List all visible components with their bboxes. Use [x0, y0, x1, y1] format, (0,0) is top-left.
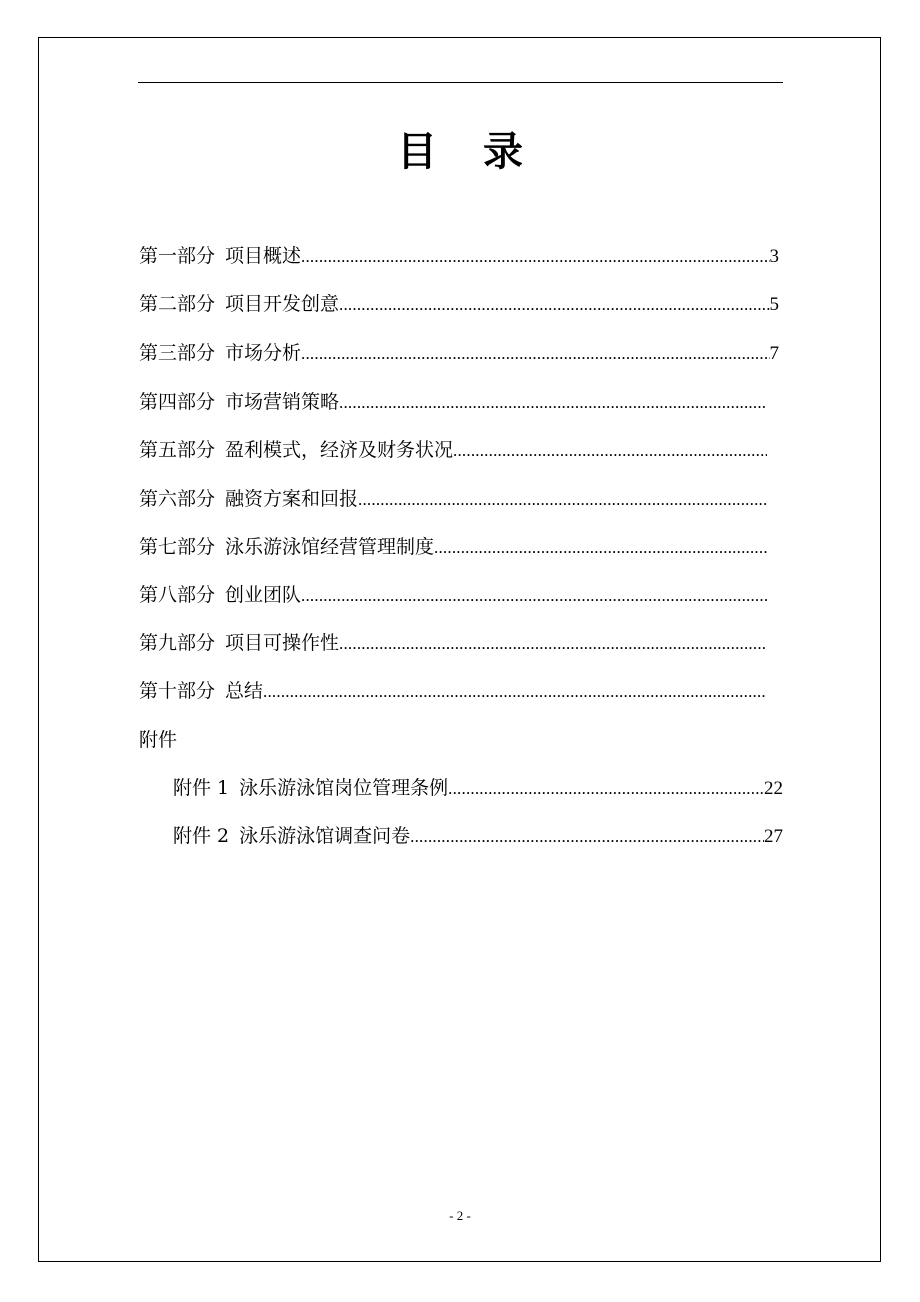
toc-title: 项目开发创意	[225, 293, 340, 315]
toc-title: 项目概述	[225, 245, 302, 267]
toc-title: 创业团队	[225, 584, 302, 606]
toc-page: 7	[769, 343, 779, 364]
page-number-footer: - 2 -	[449, 1208, 471, 1223]
toc-leader	[434, 533, 767, 563]
toc-page: 3	[769, 246, 779, 267]
toc-title: 市场营销策略	[225, 391, 340, 413]
toc-entry-3[interactable]	[139, 338, 779, 368]
toc-part: 第二部分	[139, 293, 216, 315]
header-rule	[138, 82, 783, 83]
toc-leader	[358, 485, 767, 515]
toc-part: 第五部分	[139, 439, 216, 461]
toc-leader	[301, 581, 767, 611]
toc-entry-9[interactable]	[139, 628, 767, 658]
toc-entry-8[interactable]	[139, 580, 767, 610]
toc-part: 第九部分	[139, 632, 216, 654]
toc-appendix-1[interactable]	[173, 773, 783, 803]
toc-title: 泳乐游泳馆调查问卷	[239, 825, 411, 847]
toc-entry-5[interactable]	[139, 435, 767, 465]
toc-part: 附件 1	[173, 777, 230, 799]
toc-part: 第一部分	[139, 245, 216, 267]
toc-entry-10[interactable]	[139, 676, 767, 706]
toc-entry-6[interactable]	[139, 484, 767, 514]
toc-leader	[301, 242, 769, 272]
toc-page: 27	[764, 826, 783, 847]
toc-title: 泳乐游泳馆岗位管理条例	[239, 777, 449, 799]
toc-title: 泳乐游泳馆经营管理制度	[225, 536, 435, 558]
toc-part: 第七部分	[139, 536, 216, 558]
title-char-1: 目	[397, 128, 437, 175]
toc-appendix-2[interactable]	[173, 821, 783, 851]
toc-leader	[410, 822, 764, 852]
toc-part: 第三部分	[139, 342, 216, 364]
toc-part: 第十部分	[139, 680, 216, 702]
toc-leader	[339, 290, 769, 320]
toc-part: 第四部分	[139, 391, 216, 413]
toc-title: 项目可操作性	[225, 632, 340, 654]
toc-entry-1[interactable]	[139, 241, 779, 271]
toc-title: 盈利模式，经济及财务状况	[225, 439, 454, 461]
toc-entry-2[interactable]	[139, 289, 779, 319]
toc-part: 附件 2	[173, 825, 230, 847]
toc-leader	[448, 774, 764, 804]
toc-entry-4[interactable]	[139, 387, 767, 417]
toc-leader	[339, 629, 767, 659]
toc-title: 市场分析	[225, 342, 302, 364]
toc-leader	[453, 436, 767, 466]
appendix-heading: 附件	[139, 729, 178, 751]
toc-part: 第六部分	[139, 488, 216, 510]
title-char-2: 录	[483, 128, 523, 175]
page-title	[0, 120, 920, 177]
toc-title: 融资方案和回报	[225, 488, 359, 510]
toc-page: 5	[769, 294, 779, 315]
toc-leader	[263, 677, 767, 707]
toc-entry-7[interactable]	[139, 532, 767, 562]
toc-leader	[339, 388, 767, 418]
toc-leader	[301, 339, 769, 369]
toc-part: 第八部分	[139, 584, 216, 606]
toc-title: 总结	[225, 680, 264, 702]
toc-page: 22	[764, 778, 783, 799]
